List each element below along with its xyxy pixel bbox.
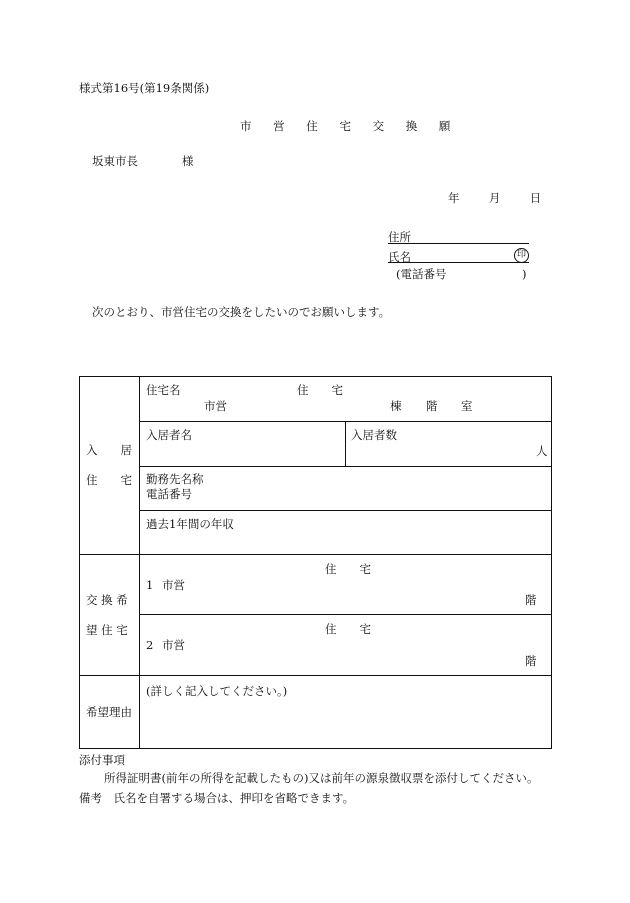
income-label: 過去1年間の年収 <box>146 517 234 531</box>
resident-cell-divider <box>345 421 346 466</box>
date-day: 日 <box>529 191 542 205</box>
phone-label: (電話番号 <box>396 267 447 281</box>
date-year: 年 <box>448 191 460 205</box>
choice-2-number: 2 <box>146 638 154 652</box>
current-section-label-2: 住 宅 <box>86 473 132 487</box>
workplace-label: 勤務先名称 <box>146 472 204 486</box>
choice-2-floor-unit: 階 <box>525 654 537 668</box>
phone-close-paren: ) <box>522 267 527 281</box>
request-text: 次のとおり、市営住宅の交換をしたいのでお願いします。 <box>92 305 391 319</box>
row-divider-2 <box>139 466 551 467</box>
section-divider-1 <box>80 554 551 555</box>
section-divider-2 <box>80 675 551 676</box>
desired-section-label-1: 交 換 希 <box>86 593 128 607</box>
attachments-title: 添付事項 <box>79 753 125 767</box>
resident-name-label: 入居者名 <box>146 428 192 442</box>
floor-unit: 階 <box>426 399 438 413</box>
choice-1-city-prefix: 市営 <box>162 578 185 592</box>
housing-suffix: 住 宅 <box>297 383 343 397</box>
desired-section-label-2: 望 住 宅 <box>86 623 128 637</box>
addressee: 坂東市長 <box>92 154 138 168</box>
attachments-body: 所得証明書(前年の所得を記載したもの)又は前年の源泉徴収票を添付してください。 <box>104 771 539 785</box>
resident-count-label: 入居者数 <box>351 428 397 442</box>
choice-1-number: 1 <box>146 578 154 592</box>
person-unit: 人 <box>536 444 548 458</box>
address-line[interactable] <box>388 243 529 244</box>
form-number: 様式第16号(第19条関係) <box>79 81 210 95</box>
seal-mark: 印 <box>514 248 529 263</box>
label-column-divider <box>139 377 140 748</box>
remarks: 備考 氏名を自署する場合は、押印を省略できます。 <box>79 791 355 805</box>
choice-divider <box>139 614 551 615</box>
name-label: 氏名 <box>388 250 411 264</box>
date-field <box>448 193 541 205</box>
exchange-form-table <box>79 376 552 749</box>
document-title: 市 営 住 宅 交 換 願 <box>240 119 460 133</box>
building-unit: 棟 <box>390 399 402 413</box>
honorific: 様 <box>182 154 194 168</box>
reason-hint: (詳しく記入してください。) <box>146 684 288 698</box>
name-line[interactable] <box>388 262 529 263</box>
housing-name-label: 住宅名 <box>146 383 181 397</box>
city-prefix: 市営 <box>204 399 227 413</box>
choice-1-housing-suffix: 住 宅 <box>325 562 371 576</box>
date-month: 月 <box>488 191 501 205</box>
choice-2-city-prefix: 市営 <box>162 638 185 652</box>
choice-1-floor-unit: 階 <box>525 593 537 607</box>
reason-section-label: 希望理由 <box>86 705 132 719</box>
current-section-label-1: 入 居 <box>86 443 132 457</box>
workplace-phone-label: 電話番号 <box>146 487 192 501</box>
address-label: 住所 <box>388 230 411 244</box>
room-unit: 室 <box>461 399 473 413</box>
choice-2-housing-suffix: 住 宅 <box>325 622 371 636</box>
row-divider-3 <box>139 510 551 511</box>
